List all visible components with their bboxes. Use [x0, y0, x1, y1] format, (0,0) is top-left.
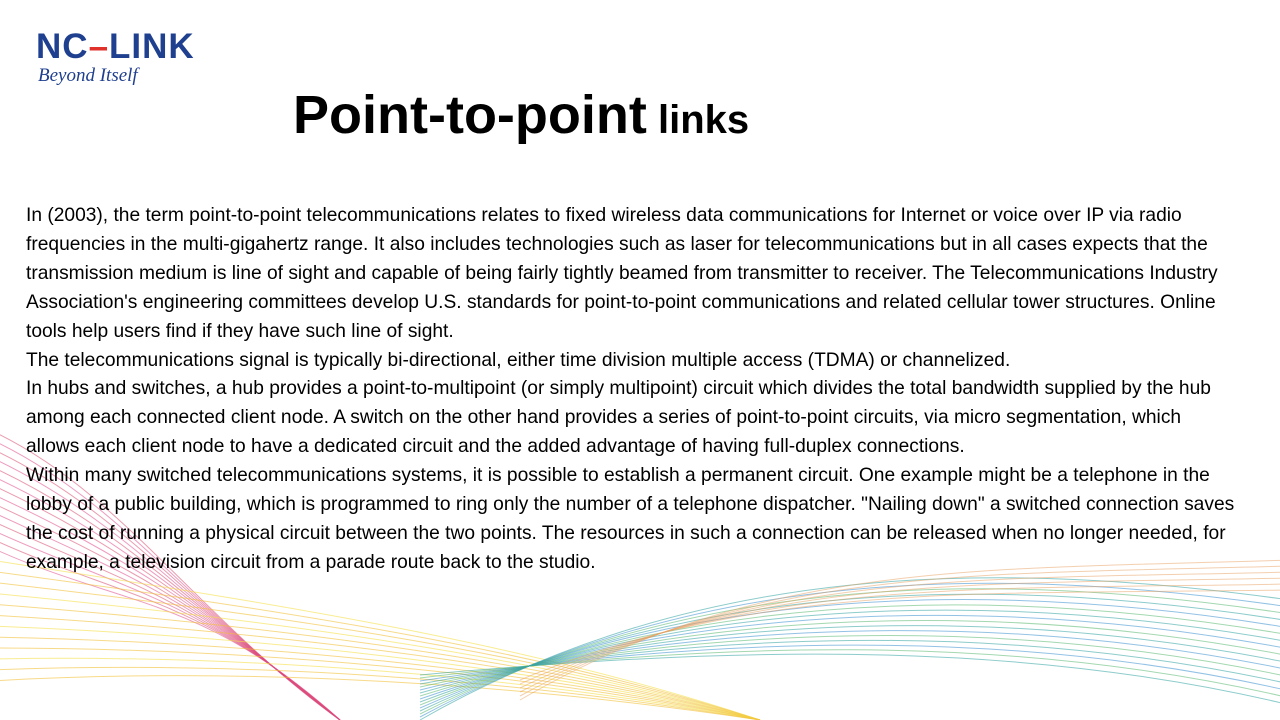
- logo-brand-right: LINK: [109, 27, 195, 66]
- swoosh-line: [420, 615, 1280, 699]
- swoosh-line: [520, 590, 1280, 680]
- logo-brand-dash: –: [88, 27, 110, 66]
- swoosh-line: [420, 589, 1280, 714]
- logo-wordmark: [36, 28, 195, 66]
- logo-tagline: Beyond Itself: [38, 65, 138, 86]
- body-paragraph: The telecommunications signal is typically bi-directional, either time division multiple access (TDMA) or channelized.: [26, 349, 1011, 371]
- logo-brand-left: NC: [36, 27, 89, 66]
- slide-title: [293, 84, 749, 146]
- slide-title-main: Point-to-point: [293, 85, 647, 145]
- body-paragraph: In (2003), the term point-to-point telecommunications relates to fixed wireless data communications for Internet or voice over IP via radio frequencies in the multi-gigahertz range. It also includes technologies such as laser for telecommunications but in all cases expects that the transmission medium is line of sight and capable of being fairly tightly beamed from transmitter to receiver. The Telecommunications Industry Association's engineering committees develop U.S. standards for point-to-point communications and related cellular tower structures. Online tools help users find if they have such line of sight.: [26, 205, 1218, 342]
- swoosh-line: [420, 605, 1280, 705]
- body-paragraph: Within many switched telecommunications systems, it is possible to establish a permanent circuit. One example might be a telephone in the lobby of a public building, which is programmed to ring only the number of a telephone dispatcher. "Nailing down" a switched connection saves the cost of running a physical circuit between the two points. The resources in such a connection can be released when no longer needed, for example, a television circuit from a parade route back to the studio.: [26, 465, 1235, 573]
- body-paragraph: In hubs and switches, a hub provides a point-to-multipoint (or simply multipoint) circuit which divides the total bandwidth supplied by the hub among each connected client node. A switch on the other hand provides a series of point-to-point circuits, via micro segmentation, which allows each client node to have a dedicated circuit and the added advantage of having full-duplex connections.: [26, 378, 1211, 458]
- slide-body: [26, 202, 1236, 578]
- company-logo: [36, 28, 195, 86]
- slide-title-rest: links: [646, 98, 750, 142]
